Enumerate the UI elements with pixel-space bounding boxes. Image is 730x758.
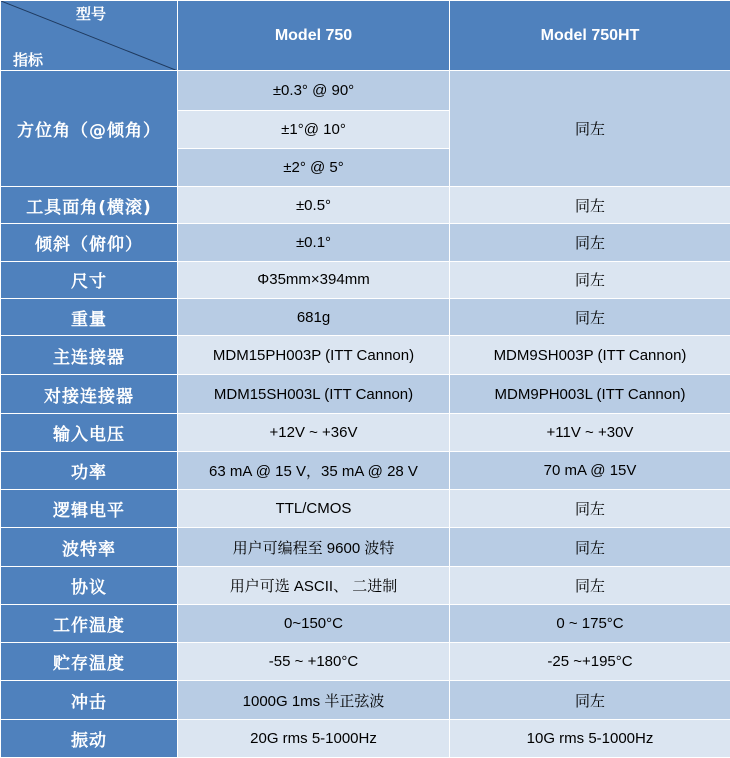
model-750ht-value: 同左 (450, 261, 730, 298)
azimuth-value-ht: 同左 (450, 71, 730, 187)
spec-row (1, 528, 730, 566)
model-750-value: 63 mA @ 15 V，35 mA @ 28 V (178, 451, 450, 489)
azimuth-value-2: ±1°@ 10° (178, 110, 450, 148)
model-750-value: 20G rms 5-1000Hz (178, 719, 450, 757)
spec-row (1, 719, 730, 757)
model-750-value: 1000G 1ms 半正弦波 (178, 681, 450, 719)
spec-row (1, 490, 730, 528)
model-750-value: 用户可编程至 9600 波特 (178, 528, 450, 566)
row-label: 贮存温度 (1, 643, 178, 681)
model-750ht-value: 同左 (450, 681, 730, 719)
model-750-value: 0~150°C (178, 604, 450, 642)
model-750ht-value: MDM9PH003L (ITT Cannon) (450, 375, 730, 413)
model-750-value: ±0.1° (178, 224, 450, 261)
spec-row (1, 681, 730, 719)
model-750-value: MDM15SH003L (ITT Cannon) (178, 375, 450, 413)
model-750ht-value: 同左 (450, 187, 730, 224)
row-label: 输入电压 (1, 413, 178, 451)
header-model-750: Model 750 (178, 1, 450, 71)
model-750-value: 681g (178, 298, 450, 335)
spec-row (1, 187, 730, 224)
azimuth-value-3: ±2° @ 5° (178, 148, 450, 186)
row-label: 对接连接器 (1, 375, 178, 413)
row-label: 主连接器 (1, 336, 178, 375)
spec-row (1, 566, 730, 604)
row-label: 倾斜（俯仰） (1, 224, 178, 261)
model-750ht-value: 同左 (450, 298, 730, 335)
row-label: 工作温度 (1, 604, 178, 642)
row-label: 波特率 (1, 528, 178, 566)
row-label: 功率 (1, 451, 178, 489)
model-750ht-value: -25 ~+195°C (450, 643, 730, 681)
model-750-value: 用户可选 ASCII、 二进制 (178, 566, 450, 604)
spec-row (1, 643, 730, 681)
model-750-value: Φ35mm×394mm (178, 261, 450, 298)
header-model-750ht: Model 750HT (450, 1, 730, 71)
model-750ht-value: 同左 (450, 490, 730, 528)
model-750-value: +12V ~ +36V (178, 413, 450, 451)
model-750-value: TTL/CMOS (178, 490, 450, 528)
model-750ht-value: 同左 (450, 528, 730, 566)
corner-label-model: 型号 (76, 5, 107, 23)
model-750-value: -55 ~ +180°C (178, 643, 450, 681)
model-750ht-value: 同左 (450, 566, 730, 604)
spec-row (1, 336, 730, 375)
corner-label-spec: 指标 (13, 51, 44, 69)
row-label: 工具面角(横滚) (1, 187, 178, 224)
model-750ht-value: 0 ~ 175°C (450, 604, 730, 642)
row-label: 尺寸 (1, 261, 178, 298)
model-750ht-value: MDM9SH003P (ITT Cannon) (450, 336, 730, 375)
row-label-azimuth: 方位角（@倾角） (1, 71, 178, 187)
row-label: 冲击 (1, 681, 178, 719)
header-row (1, 1, 730, 71)
header-corner-cell (1, 1, 178, 71)
azimuth-row-1 (1, 71, 730, 110)
spec-row (1, 413, 730, 451)
spec-row (1, 375, 730, 413)
model-750ht-value: 同左 (450, 224, 730, 261)
row-label: 协议 (1, 566, 178, 604)
model-750ht-value: 10G rms 5-1000Hz (450, 719, 730, 757)
spec-row (1, 261, 730, 298)
spec-row (1, 224, 730, 261)
row-label: 逻辑电平 (1, 490, 178, 528)
spec-row (1, 451, 730, 489)
model-750-value: ±0.5° (178, 187, 450, 224)
model-750-value: MDM15PH003P (ITT Cannon) (178, 336, 450, 375)
model-750ht-value: +11V ~ +30V (450, 413, 730, 451)
spec-row (1, 604, 730, 642)
row-label: 振动 (1, 719, 178, 757)
row-label: 重量 (1, 298, 178, 335)
spec-row (1, 298, 730, 335)
model-750ht-value: 70 mA @ 15V (450, 451, 730, 489)
azimuth-value-1: ±0.3° @ 90° (178, 71, 450, 110)
